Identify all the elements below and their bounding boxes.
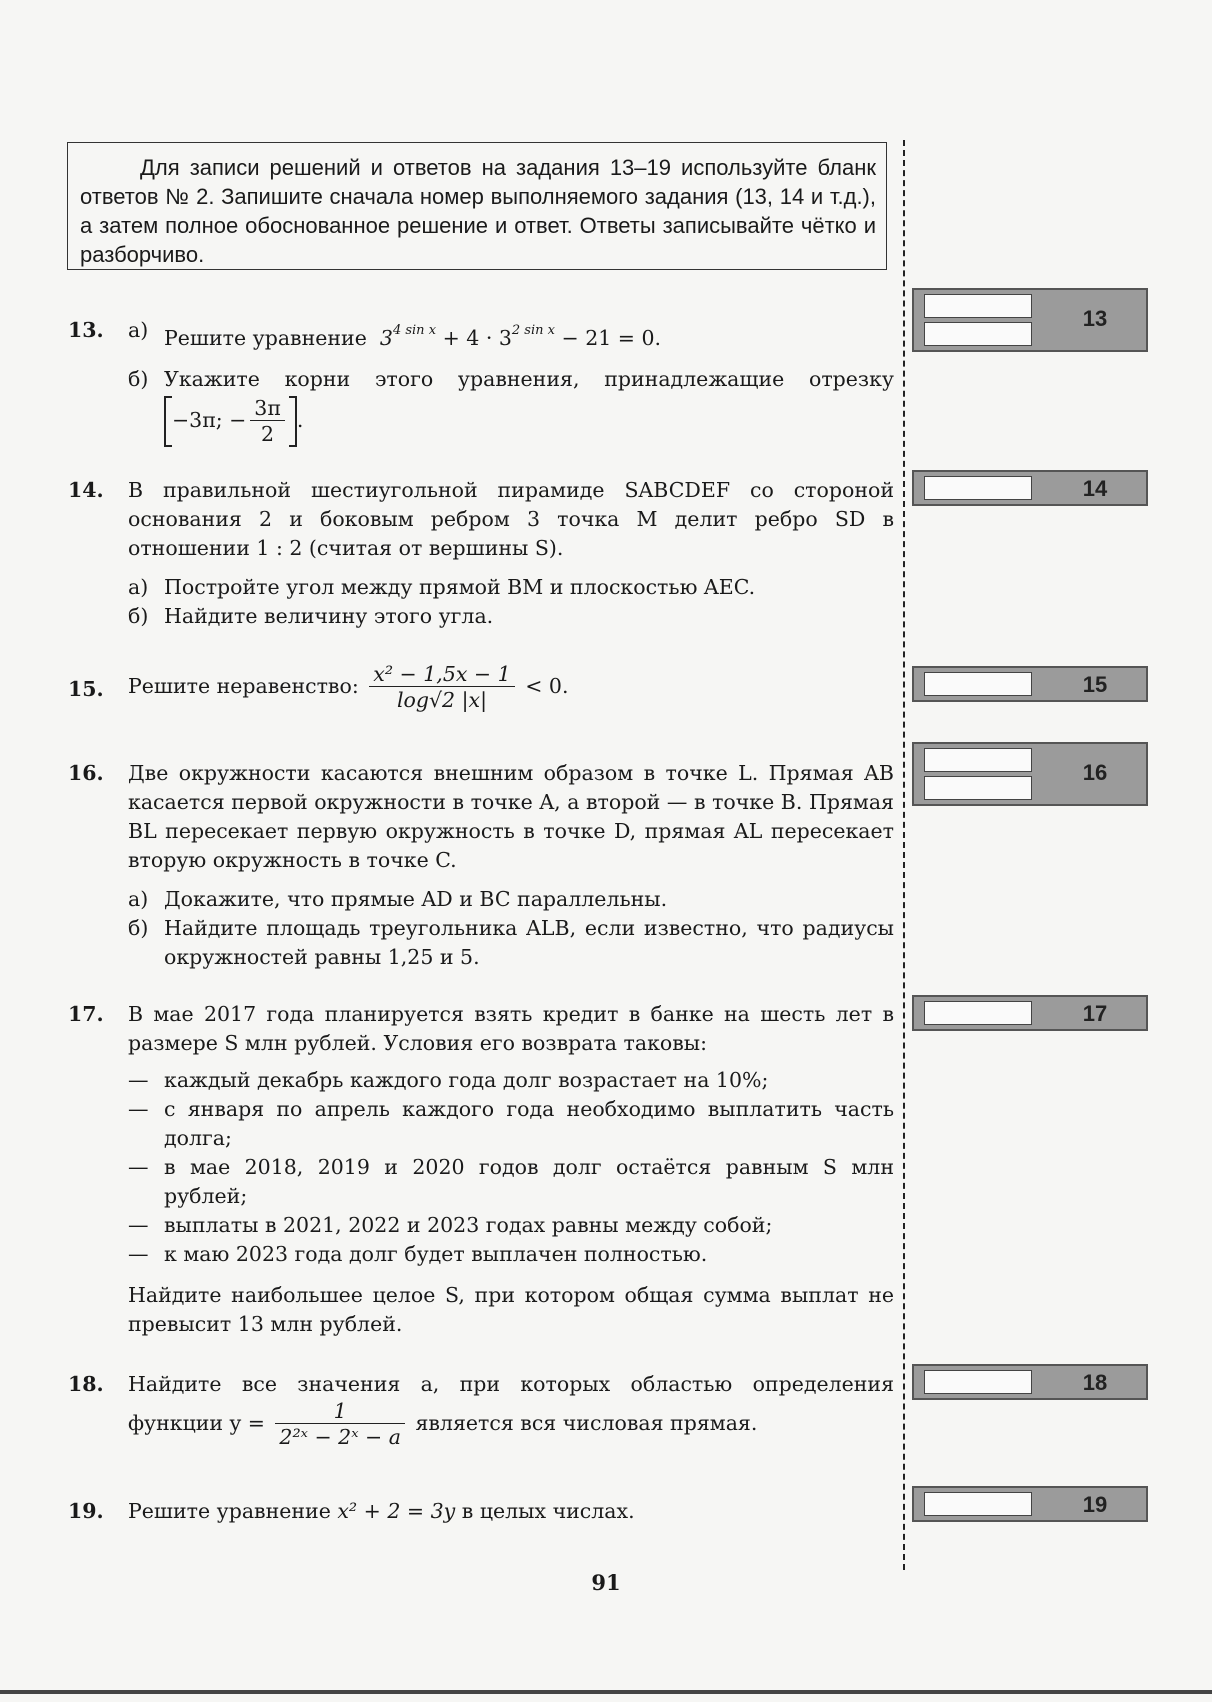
answer-cell[interactable] [924,776,1032,800]
part-label: б) [128,916,149,940]
part-label: б) [128,367,149,391]
part-label: а) [128,575,149,599]
dash: — [128,1097,149,1121]
answer-box-label: 14 [1082,476,1108,501]
dash: — [128,1068,149,1092]
task-15-body [128,662,894,713]
task-19-body [128,1497,894,1526]
equation: x² + 2 = 3y [337,1499,456,1523]
function-label: функции y = [128,1411,265,1435]
bottom-edge [0,1690,1212,1694]
task-number: 17. [68,1002,104,1026]
answer-box-18[interactable] [912,1364,1148,1400]
task-question: Найдите наибольшее целое S, при котором общая сумма выплат не превысит 13 млн рублей. [128,1283,894,1336]
part-label: а) [128,318,149,342]
task-13-part-b [128,365,894,447]
exponent: 2 sin x [511,323,555,338]
answer-box-19[interactable] [912,1486,1148,1522]
segment-den: 2 [261,422,275,446]
answer-cell[interactable] [924,322,1032,346]
instructions-text: Для записи решений и ответов на задания 13–19 используйте бланк ответов № 2. Запишите сначала номер выполняемого задания (13, 14 и т.д.), а затем полное обоснованное решение и ответ. Ответы записывайте чётко и разборчиво. [80,155,876,267]
task-18-function [128,1399,894,1450]
segment-left: −3π; − [172,408,247,432]
part-text: Докажите, что прямые AD и BC параллельны. [164,887,668,911]
segment-bracket [164,396,297,447]
task-15 [68,662,894,713]
equation-part: + 4 · 3 [442,326,512,350]
part-text: Постройте угол между прямой BM и плоскостью AEC. [164,575,756,599]
answer-cell[interactable] [924,672,1032,696]
fraction-denominator: 2²ˣ − 2ˣ − a [279,1425,401,1449]
segment: −3π; − $\frac{3\pi}{2}$ . [164,396,894,447]
answer-box-15[interactable] [912,666,1148,702]
task-text: В мае 2017 года планируется взять кредит в банке на шесть лет в размере S млн рублей. Условия его возврата таковы: [128,1002,894,1055]
answer-box-17[interactable] [912,995,1148,1031]
task-13-part-a [128,316,894,353]
fraction-numerator: 1 [275,1399,405,1424]
condition-item [128,1153,894,1211]
task-tail: в целых числах. [461,1499,635,1523]
answer-box-16[interactable] [912,742,1148,806]
equation-end: − 21 = 0. [561,326,662,350]
condition-text: с января по апрель каждого года необходимо выплатить часть долга; [164,1097,894,1150]
cut-line [903,140,905,1570]
task-number: 19. [68,1499,104,1523]
answer-box-label: 19 [1082,1492,1108,1517]
exponent: 4 sin x [392,323,437,338]
task-tail: является вся числовая прямая. [415,1411,758,1435]
part-text: Укажите корни этого уравнения, принадлежащие отрезку [164,367,894,391]
condition-text: к маю 2023 года долг будет выплачен полностью. [164,1242,708,1266]
condition-item [128,1095,894,1153]
answer-cell[interactable] [924,1370,1032,1394]
task-text: Найдите все значения a, при которых областью определения [128,1372,894,1396]
answer-box-label: 13 [1082,306,1108,331]
dash: — [128,1213,149,1237]
answer-cell[interactable] [924,1001,1032,1025]
part-text: Найдите площадь треугольника ALB, если известно, что радиусы окружностей равны 1,25 и 5. [164,916,894,969]
condition-item [128,1240,894,1269]
condition-text: выплаты в 2021, 2022 и 2023 годах равны между собой; [164,1213,773,1237]
task-16-part-b [128,914,894,972]
task-number: 15. [68,677,104,701]
answer-cell[interactable] [924,476,1032,500]
answer-box-label: 16 [1082,760,1108,785]
base: 3 [379,326,393,350]
answer-cell[interactable] [924,1492,1032,1516]
task-number: 18. [68,1372,104,1396]
part-label: а) [128,887,149,911]
task-19 [68,1497,894,1526]
answer-box-label: 17 [1082,1001,1108,1026]
task-13 [68,316,894,447]
condition-item [128,1066,894,1095]
answer-box-label: 15 [1082,672,1108,697]
condition-item [128,1211,894,1240]
task-text: Две окружности касаются внешним образом в точке L. Прямая AB касается первой окружности в точке A, а второй — в точке B. Прямая BL пересекает первую окружность в точке D, прямая AL пересекает вторую окружность в точке C. [128,761,894,872]
page-number: 91 [591,1570,621,1595]
task-text: Решите неравенство: [128,674,359,698]
answer-box-13[interactable] [912,288,1148,352]
answer-box-label: 18 [1082,1370,1108,1395]
task-number: 16. [68,761,104,785]
part-label: б) [128,604,149,628]
task-16-part-a [128,885,894,914]
condition-text: в мае 2018, 2019 и 2020 годов долг остаётся равным S млн рублей; [164,1155,894,1208]
answer-cell[interactable] [924,748,1032,772]
task-number: 14. [68,478,104,502]
condition-text: каждый декабрь каждого года долг возрастает на 10%; [164,1068,769,1092]
task-number: 13. [68,318,104,342]
inequality-tail: < 0. [525,674,569,698]
part-text: Найдите величину этого угла. [164,604,494,628]
dash: — [128,1242,149,1266]
fraction-numerator: x² − 1,5x − 1 [369,662,514,687]
segment-num: 3π [250,396,285,421]
dash: — [128,1155,149,1179]
part-text: Решите уравнение [164,326,367,350]
instructions-box [67,142,887,270]
task-18 [68,1370,894,1450]
answer-box-14[interactable] [912,470,1148,506]
answer-cell[interactable] [924,294,1032,318]
task-14-part-b [128,602,894,631]
task-text: В правильной шестиугольной пирамиде SABCDEF со стороной основания 2 и боковым ребром 3 точка M делит ребро SD в отношении 1 : 2 (считая от вершины S). [128,478,894,560]
task-text: Решите уравнение [128,1499,331,1523]
fraction-denominator: log√2 |x| [396,688,487,712]
task-17 [68,1000,894,1339]
task-14-part-a [128,573,894,602]
task-16 [68,759,894,972]
task-14 [68,476,894,631]
